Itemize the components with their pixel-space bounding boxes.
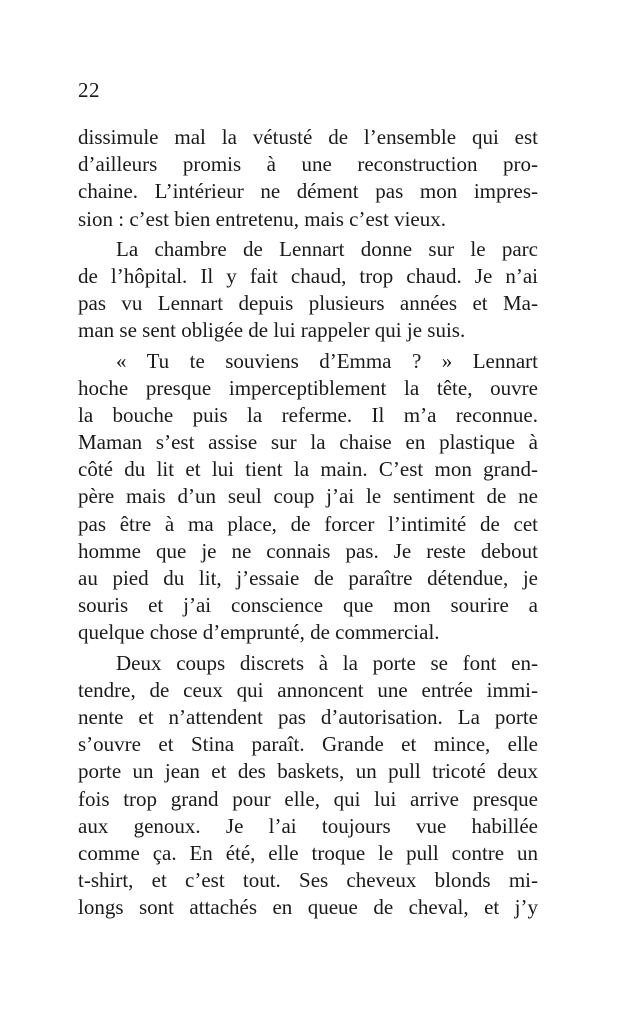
text-line: hoche presque imperceptiblement la tête, ouvre [78,375,538,400]
text-line: « Tu te souviens d’Emma ? » Lennart [116,348,538,373]
text-line: Deux coups discrets à la porte se font en- [116,650,538,675]
text-line: pas être à ma place, de forcer l’intimité de cet [78,511,538,536]
text-line: fois trop grand pour elle, qui lui arrive presque [78,786,538,811]
text-line: la bouche puis la referme. Il m’a reconnue. [78,402,538,427]
body-text [78,124,538,921]
text-line: souris et j’ai conscience que mon sourire a [78,593,538,618]
text-line: homme que je ne connais pas. Je reste debout [78,538,538,563]
paragraph [78,236,538,345]
text-line: s’ouvre et Stina paraît. Grande et mince, elle [78,732,538,757]
text-line: man se sent obligée de lui rappeler qui je suis. [78,318,466,343]
text-line: côté du lit et lui tient la main. C’est mon grand- [78,457,538,482]
text-line: sion : c’est bien entretenu, mais c’est vieux. [78,206,446,231]
text-line: pas vu Lennart depuis plusieurs années et Ma- [78,291,538,316]
text-line: de l’hôpital. Il y fait chaud, trop chaud. Je n’ai [78,263,538,288]
text-line: dissimule mal la vétusté de l’ensemble qui est [78,125,538,149]
text-line: au pied du lit, j’essaie de paraître détendue, je [78,566,538,590]
page-number: 22 [78,78,100,102]
text-line: porte un jean et des baskets, un pull tricoté deux [78,759,538,784]
text-line: t-shirt, et c’est tout. Ses cheveux blonds mi- [78,868,538,893]
text-line: Maman s’est assise sur la chaise en plastique à [78,430,538,455]
text-line: d’ailleurs promis à une reconstruction pro- [78,152,538,177]
paragraph [78,124,538,233]
text-line: père mais d’un seul coup j’ai le sentiment de ne [78,484,538,509]
text-line: longs sont attachés en queue de cheval, et j’y [78,895,538,920]
text-line: aux genoux. Je l’ai toujours vue habillée [78,813,538,838]
text-line: quelque chose d’emprunté, de commercial. [78,620,440,645]
text-line: nente et n’attendent pas d’autorisation. La porte [78,704,538,729]
paragraph [78,650,538,922]
text-line: tendre, de ceux qui annoncent une entrée immi- [78,677,538,702]
paragraph [78,348,538,647]
text-line: La chambre de Lennart donne sur le parc [116,236,538,261]
text-line: chaine. L’intérieur ne dément pas mon impres- [78,179,538,204]
text-line: comme ça. En été, elle troque le pull contre un [78,840,538,865]
